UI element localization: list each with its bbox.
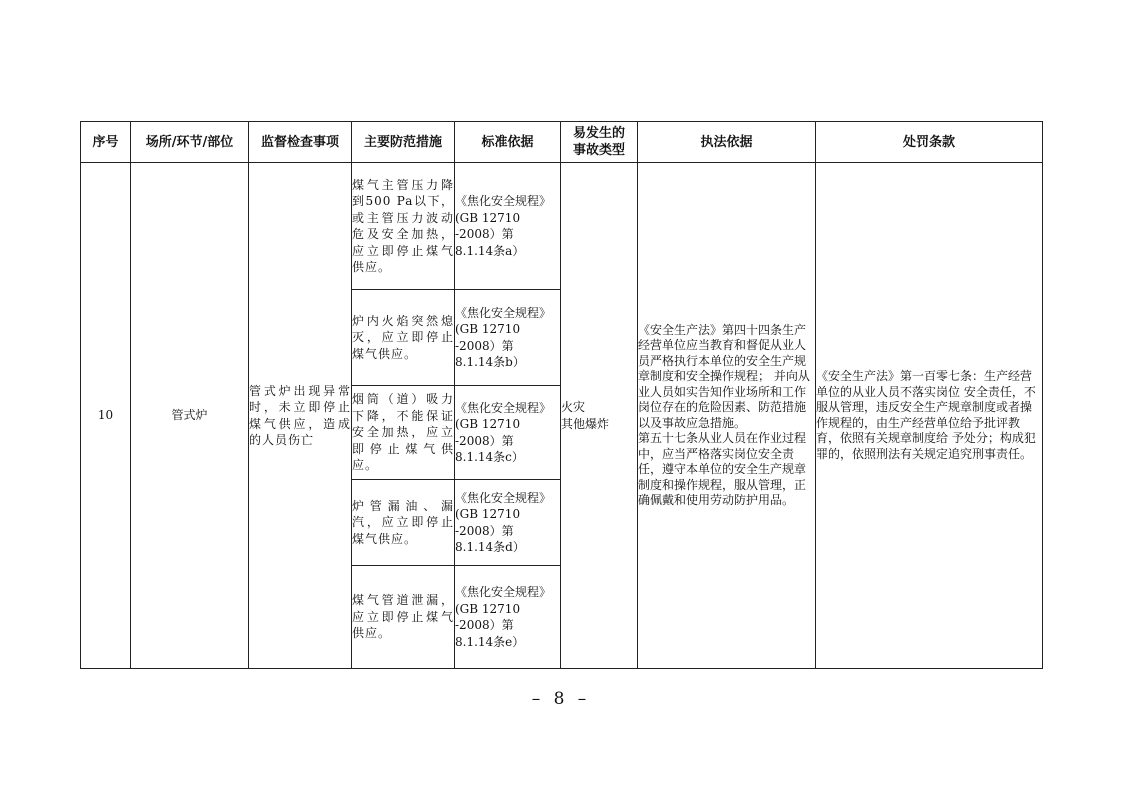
header-no: 序号 [81,122,131,163]
inspection-item-cell: 管式炉出现异常时，未立即停止煤气供应，造成的人员伤亡 [249,163,352,669]
location-cell: 管式炉 [131,163,249,669]
header-inspection-item: 监督检查事项 [249,122,352,163]
row-number: 10 [81,163,131,669]
measure-cell: 烟筒（道）吸力下降，不能保证安全加热，应立即停止煤气供应。 [352,386,455,480]
accident-type-cell: 火灾 其他爆炸 [561,163,638,669]
standard-cell: 《焦化安全规程》(GB 12710 -2008）第 8.1.14条b） [455,290,561,386]
table-row [81,163,1043,290]
measure-cell: 炉内火焰突然熄灭，应立即停止煤气供应。 [352,290,455,386]
measure-cell: 炉管漏油、漏汽，应立即停止煤气供应。 [352,480,455,566]
standard-cell: 《焦化安全规程》(GB 12710 -2008）第 8.1.14条d） [455,480,561,566]
penalty-cell: 《安全生产法》第一百零七条：生产经营单位的从业人员不落实岗位 安全责任，不服从管理，违反安全生产规章制度或者操作规程的，由生产经营单位给予批评教育，依照有关规章制度给 予处分；构成犯罪的，依照刑法有关规定追究刑事责任。 [816,163,1043,669]
standard-cell: 《焦化安全规程》(GB 12710 -2008）第 8.1.14条a） [455,163,561,290]
header-standard: 标准依据 [455,122,561,163]
page-number: – 8 – [531,689,591,709]
standard-cell: 《焦化安全规程》(GB 12710 -2008）第 8.1.14条c） [455,386,561,480]
measure-cell: 煤气管道泄漏，应立即停止煤气供应。 [352,566,455,669]
standard-cell: 《焦化安全规程》(GB 12710 -2008）第 8.1.14条e） [455,566,561,669]
header-measures: 主要防范措施 [352,122,455,163]
header-row [81,122,1043,163]
header-legal-basis: 执法依据 [638,122,816,163]
header-location: 场所/环节/部位 [131,122,249,163]
header-penalty: 处罚条款 [816,122,1043,163]
measure-cell: 煤气主管压力降到500 Pa以下，或主管压力波动危及安全加热，应立即停止煤气供应。 [352,163,455,290]
inspection-table [80,121,1043,669]
header-accident-type: 易发生的 事故类型 [561,122,638,163]
legal-basis-cell: 《安全生产法》第四十四条生产经营单位应当教育和督促从业人员严格执行本单位的安全生产规章制度和安全操作规程； 并向从业人员如实告知作业场所和工作岗位存在的危险因素、防范措施以及事故应急措施。 第五十七条从业人员在作业过程中，应当严格落实岗位安全责任，遵守本单位的安全生产规章制度和操作规程，服从管理，正确佩戴和使用劳动防护用品。 [638,163,816,669]
